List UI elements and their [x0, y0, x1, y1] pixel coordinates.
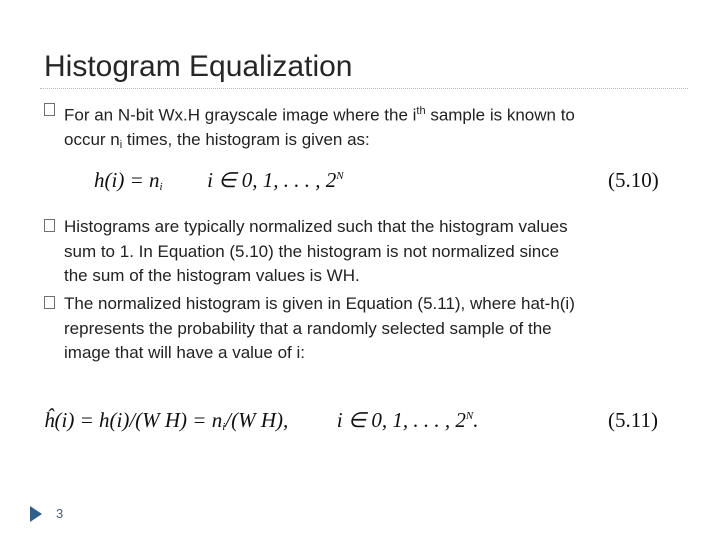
ith-superscript: th — [416, 105, 426, 117]
eq-5-11-cond-sup: N — [465, 410, 474, 422]
equation-number-5-11: (5.11) — [608, 408, 658, 432]
eq-5-11-lhs-sub: i — [222, 421, 226, 433]
eq-5-11-condition: i ∈ 0, 1, . . . , 2 — [336, 408, 466, 432]
page-number: 3 — [56, 506, 64, 521]
bullet-1-text-c: occur n — [64, 130, 120, 150]
eq-5-11-lhs-tail: /(W H), — [225, 408, 289, 432]
eq-5-10-condition: i ∈ 0, 1, . . . , 2 — [207, 168, 337, 192]
eq-5-10-lhs-sub: i — [159, 181, 163, 193]
bullet-1-line-1 — [64, 99, 575, 128]
bullet-3-line-3: image that will have a value of i: — [64, 343, 305, 362]
bullet-box-icon — [44, 103, 55, 116]
bullet-2-line-1: Histograms are typically normalized such that the histogram values — [64, 217, 568, 236]
bullet-box-icon — [44, 219, 55, 232]
bullet-3-line-2: represents the probability that a randomly selected sample of the — [64, 318, 552, 338]
equation-5-11 — [44, 408, 479, 433]
bullet-1-text-d: times, the histogram is given as: — [122, 130, 370, 150]
slide-marker-icon — [30, 506, 42, 522]
ni-subscript: i — [119, 139, 123, 152]
equation-5-10 — [94, 168, 344, 193]
eq-5-11-cond-tail: . — [473, 408, 479, 432]
bullet-3-line-1: The normalized histogram is given in Equation (5.11), where hat-h(i) — [64, 294, 575, 313]
bullet-2-line-2: sum to 1. In Equation (5.10) the histogram is not normalized since — [64, 241, 560, 261]
bullet-1-text-a: For an N-bit Wx.H grayscale image where the i — [64, 105, 417, 125]
bullet-3-text — [64, 292, 575, 366]
bullet-1-text-b: sample is known to — [425, 105, 575, 125]
eq-5-10-lhs: h(i) = n — [94, 168, 160, 192]
title-divider — [40, 88, 688, 89]
bullet-2-text — [64, 215, 568, 289]
slide-title: Histogram Equalization — [44, 50, 353, 83]
eq-5-11-lhs: ĥ(i) = h(i)/(W H) = n — [44, 408, 223, 432]
eq-5-10-cond-sup: N — [336, 170, 344, 182]
bullet-2-line-3: the sum of the histogram values is WH. — [64, 266, 360, 285]
equation-number-5-10: (5.10) — [608, 168, 659, 192]
bullet-box-icon — [44, 296, 55, 309]
bullet-1-line-2 — [64, 128, 575, 158]
bullet-1-text — [64, 99, 575, 158]
